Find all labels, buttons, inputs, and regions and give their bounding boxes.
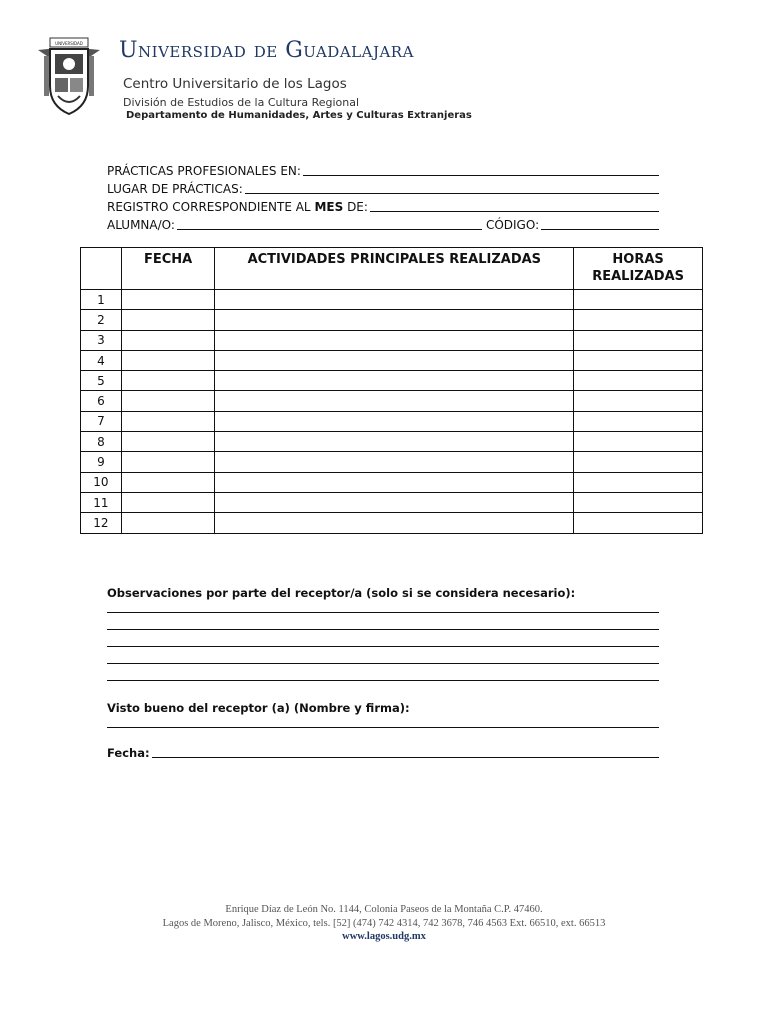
fecha-label: Fecha: [107,746,150,760]
fecha-cell[interactable] [121,432,215,452]
actividades-cell[interactable] [215,391,574,411]
horas-cell[interactable] [574,513,703,533]
actividades-cell[interactable] [215,371,574,391]
campus-name: Centro Universitario de los Lagos [123,76,347,92]
horas-header: HORAS REALIZADAS [574,248,703,290]
lugar-field [107,178,659,196]
horas-cell[interactable] [574,310,703,330]
registro-prefix: REGISTRO CORRESPONDIENTE AL [107,200,311,214]
fecha-blank[interactable] [152,746,659,758]
registro-suffix: DE: [347,200,368,214]
footer [0,903,768,944]
horas-cell[interactable] [574,290,703,310]
practicas-blank[interactable] [303,164,659,176]
table-row [81,411,703,431]
row-number-cell: 3 [81,330,122,350]
horas-cell[interactable] [574,452,703,472]
practicas-label: PRÁCTICAS PROFESIONALES EN: [107,164,301,178]
practice-info-fields [107,160,659,232]
row-number-cell: 11 [81,492,122,512]
alumno-label: ALUMNA/O: [107,218,175,232]
row-number-cell: 4 [81,350,122,370]
registro-blank[interactable] [370,200,659,212]
table-row [81,472,703,492]
observaciones-section [107,586,659,760]
actividades-cell[interactable] [215,290,574,310]
observaciones-line[interactable] [107,613,659,630]
footer-address: Enrique Díaz de León No. 1144, Colonia Paseos de la Montaña C.P. 47460. [225,904,543,915]
row-number-cell: 9 [81,452,122,472]
visto-bueno-line[interactable] [107,715,659,728]
registro-mes: MES [314,200,344,214]
observaciones-line[interactable] [107,630,659,647]
table-row [81,452,703,472]
division-name: División de Estudios de la Cultura Regional [123,96,360,109]
visto-bueno-label: Visto bueno del receptor (a) (Nombre y firma): [107,701,410,715]
row-number-cell: 8 [81,432,122,452]
codigo-blank[interactable] [541,218,659,230]
fecha-cell[interactable] [121,513,215,533]
alumno-blank[interactable] [177,218,482,230]
fecha-cell[interactable] [121,310,215,330]
lugar-label: LUGAR DE PRÁCTICAS: [107,182,243,196]
actividades-cell[interactable] [215,330,574,350]
horas-cell[interactable] [574,391,703,411]
actividades-cell[interactable] [215,310,574,330]
fecha-header: FECHA [121,248,215,290]
actividades-cell[interactable] [215,411,574,431]
alumno-field [107,214,659,232]
table-row [81,492,703,512]
horas-cell[interactable] [574,330,703,350]
table-row [81,513,703,533]
observaciones-line[interactable] [107,600,659,613]
svg-text:UNIVERSIDAD: UNIVERSIDAD [55,41,83,46]
horas-cell[interactable] [574,472,703,492]
horas-cell[interactable] [574,350,703,370]
table-row [81,330,703,350]
department-name: Departamento de Humanidades, Artes y Culturas Extranjeras [126,110,472,121]
fecha-cell[interactable] [121,391,215,411]
codigo-label: CÓDIGO: [485,218,540,232]
university-seal-logo [36,36,102,118]
actividades-header: ACTIVIDADES PRINCIPALES REALIZADAS [215,248,574,290]
row-number-cell: 10 [81,472,122,492]
table-row [81,350,703,370]
table-row [81,432,703,452]
fecha-cell[interactable] [121,330,215,350]
table-row [81,391,703,411]
fecha-cell[interactable] [121,290,215,310]
horas-cell[interactable] [574,492,703,512]
fecha-cell[interactable] [121,472,215,492]
row-number-cell: 5 [81,371,122,391]
fecha-cell[interactable] [121,452,215,472]
footer-contact: Lagos de Moreno, Jalisco, México, tels. [52] (474) 742 4314, 742 3678, 746 4563 Ext. 66510, ext. 66513 [162,917,606,929]
fecha-cell[interactable] [121,411,215,431]
practicas-field [107,160,659,178]
lugar-blank[interactable] [245,182,659,194]
footer-website-link[interactable]: www.lagos.udg.mx [342,931,426,942]
row-number-header [81,248,122,290]
horas-cell[interactable] [574,371,703,391]
registro-field [107,196,659,214]
row-number-cell: 12 [81,513,122,533]
actividades-cell[interactable] [215,350,574,370]
activities-table [80,247,703,534]
table-row [81,310,703,330]
fecha-cell[interactable] [121,350,215,370]
actividades-cell[interactable] [215,432,574,452]
university-name: Universidad de Guadalajara [119,38,414,63]
fecha-cell[interactable] [121,492,215,512]
table-row [81,290,703,310]
row-number-cell: 6 [81,391,122,411]
row-number-cell: 7 [81,411,122,431]
actividades-cell[interactable] [215,513,574,533]
actividades-cell[interactable] [215,472,574,492]
actividades-cell[interactable] [215,492,574,512]
row-number-cell: 2 [81,310,122,330]
fecha-cell[interactable] [121,371,215,391]
actividades-cell[interactable] [215,452,574,472]
row-number-cell: 1 [81,290,122,310]
table-header-row [81,248,703,290]
observaciones-line[interactable] [107,647,659,664]
horas-cell[interactable] [574,432,703,452]
horas-cell[interactable] [574,411,703,431]
observaciones-line[interactable] [107,664,659,681]
observaciones-label: Observaciones por parte del receptor/a (solo si se considera necesario): [107,586,576,600]
table-row [81,371,703,391]
registro-label [107,200,368,214]
fecha-field [107,744,659,760]
